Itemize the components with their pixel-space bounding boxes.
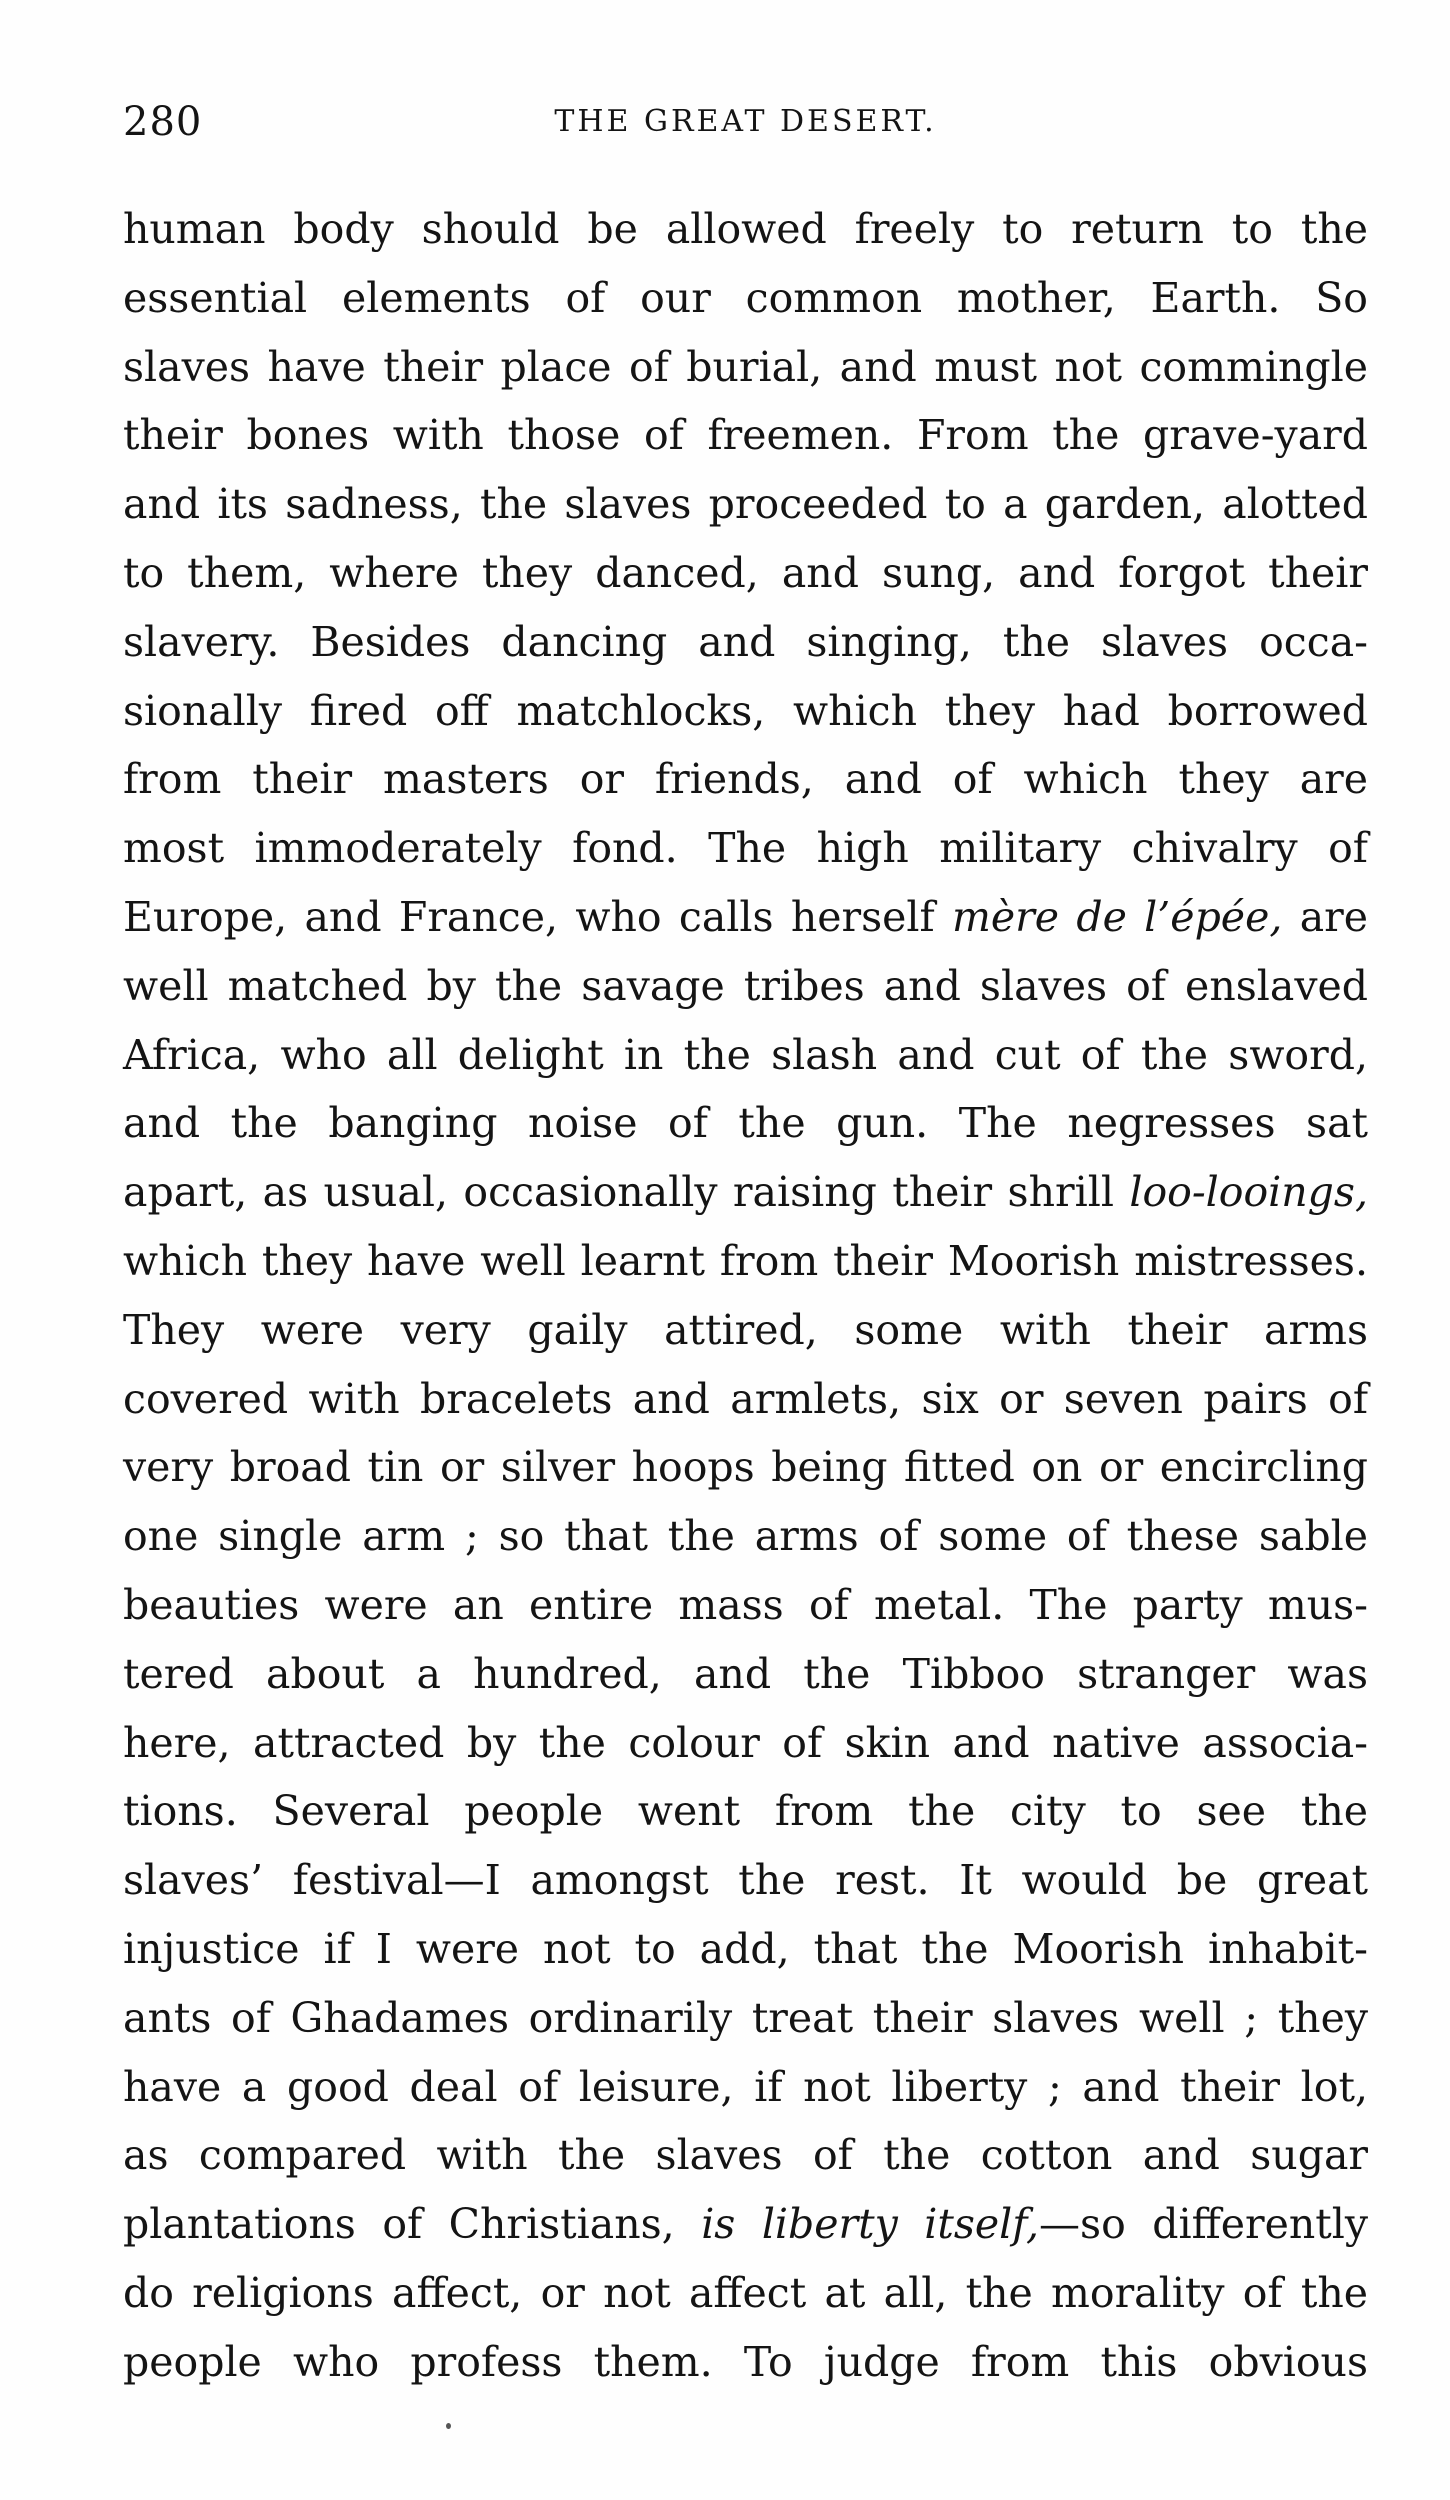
- text-line: beauties were an entire mass of metal. The party mus-: [123, 1580, 1368, 1629]
- text-line: [123, 1158, 1368, 1227]
- text-line: sionally fired off matchlocks, which they had borrowed: [123, 686, 1368, 735]
- text-line: from their masters or friends, and of which they are: [123, 755, 1368, 804]
- text-run: are: [1282, 892, 1368, 941]
- text-line: covered with bracelets and armlets, six or seven pairs of: [123, 1374, 1368, 1423]
- text-line: [123, 2190, 1368, 2259]
- text-line: injustice if I were not to add, that the Moorish inhabit-: [123, 1924, 1368, 1973]
- text-line: most immoderately fond. The high military chivalry of: [123, 824, 1368, 873]
- text-line: tered about a hundred, and the Tibboo stranger was: [123, 1649, 1368, 1698]
- text-run: Europe, and France, who calls herself: [123, 892, 953, 941]
- text-line: to them, where they danced, and sung, and forgot their: [123, 548, 1368, 597]
- italic-phrase: is liberty itself,: [701, 2200, 1040, 2249]
- text-line: here, attracted by the colour of skin and native associa-: [123, 1718, 1368, 1767]
- running-title: THE GREAT DESERT.: [554, 104, 937, 139]
- text-line: slaves’ festival—I amongst the rest. It would be great: [123, 1856, 1368, 1905]
- text-line: and its sadness, the slaves proceeded to a garden, alotted: [123, 480, 1368, 529]
- text-line: well matched by the savage tribes and slaves of enslaved: [123, 961, 1368, 1010]
- text-line: tions. Several people went from the city to see the: [123, 1787, 1368, 1836]
- italic-phrase: mère de l’épée,: [952, 892, 1283, 941]
- text-line: people who profess them. To judge from this obvious: [123, 2337, 1368, 2386]
- text-line: slavery. Besides dancing and singing, the slaves occa-: [123, 617, 1368, 666]
- text-line: human body should be allowed freely to return to the: [123, 205, 1368, 253]
- text-line: their bones with those of freemen. From the grave-yard: [123, 411, 1368, 460]
- page-number: 280: [123, 99, 203, 145]
- text-line: as compared with the slaves of the cotton and sugar: [123, 2131, 1368, 2180]
- text-line: which they have well learnt from their Moorish mistresses.: [123, 1236, 1368, 1285]
- text-line: one single arm ; so that the arms of some of these sable: [123, 1512, 1368, 1561]
- running-head: [123, 92, 1368, 152]
- text-line: have a good deal of leisure, if not liberty ; and their lot,: [123, 2062, 1368, 2111]
- text-line: very broad tin or silver hoops being fitted on or encircling: [123, 1443, 1368, 1492]
- text-line: They were very gaily attired, some with their arms: [123, 1305, 1368, 1354]
- text-line: and the banging noise of the gun. The negresses sat: [123, 1099, 1368, 1148]
- stray-ink-mark: [446, 2423, 451, 2429]
- text-line: essential elements of our common mother, Earth. So: [123, 273, 1368, 322]
- italic-phrase: loo-looings,: [1129, 1168, 1368, 1217]
- text-line: do religions affect, or not affect at all, the morality of the: [123, 2268, 1368, 2317]
- text-run: —so differently: [1039, 2200, 1369, 2249]
- body-text: [123, 195, 1368, 2397]
- text-line: slaves have their place of burial, and must not commingle: [123, 342, 1368, 391]
- text-line: ants of Ghadames ordinarily treat their slaves well ; they: [123, 1993, 1368, 2042]
- text-line: [123, 883, 1368, 952]
- text-run: apart, as usual, occasionally raising their shrill: [123, 1168, 1130, 1217]
- text-line: Africa, who all delight in the slash and cut of the sword,: [123, 1030, 1368, 1079]
- text-run: plantations of Christians,: [123, 2200, 702, 2249]
